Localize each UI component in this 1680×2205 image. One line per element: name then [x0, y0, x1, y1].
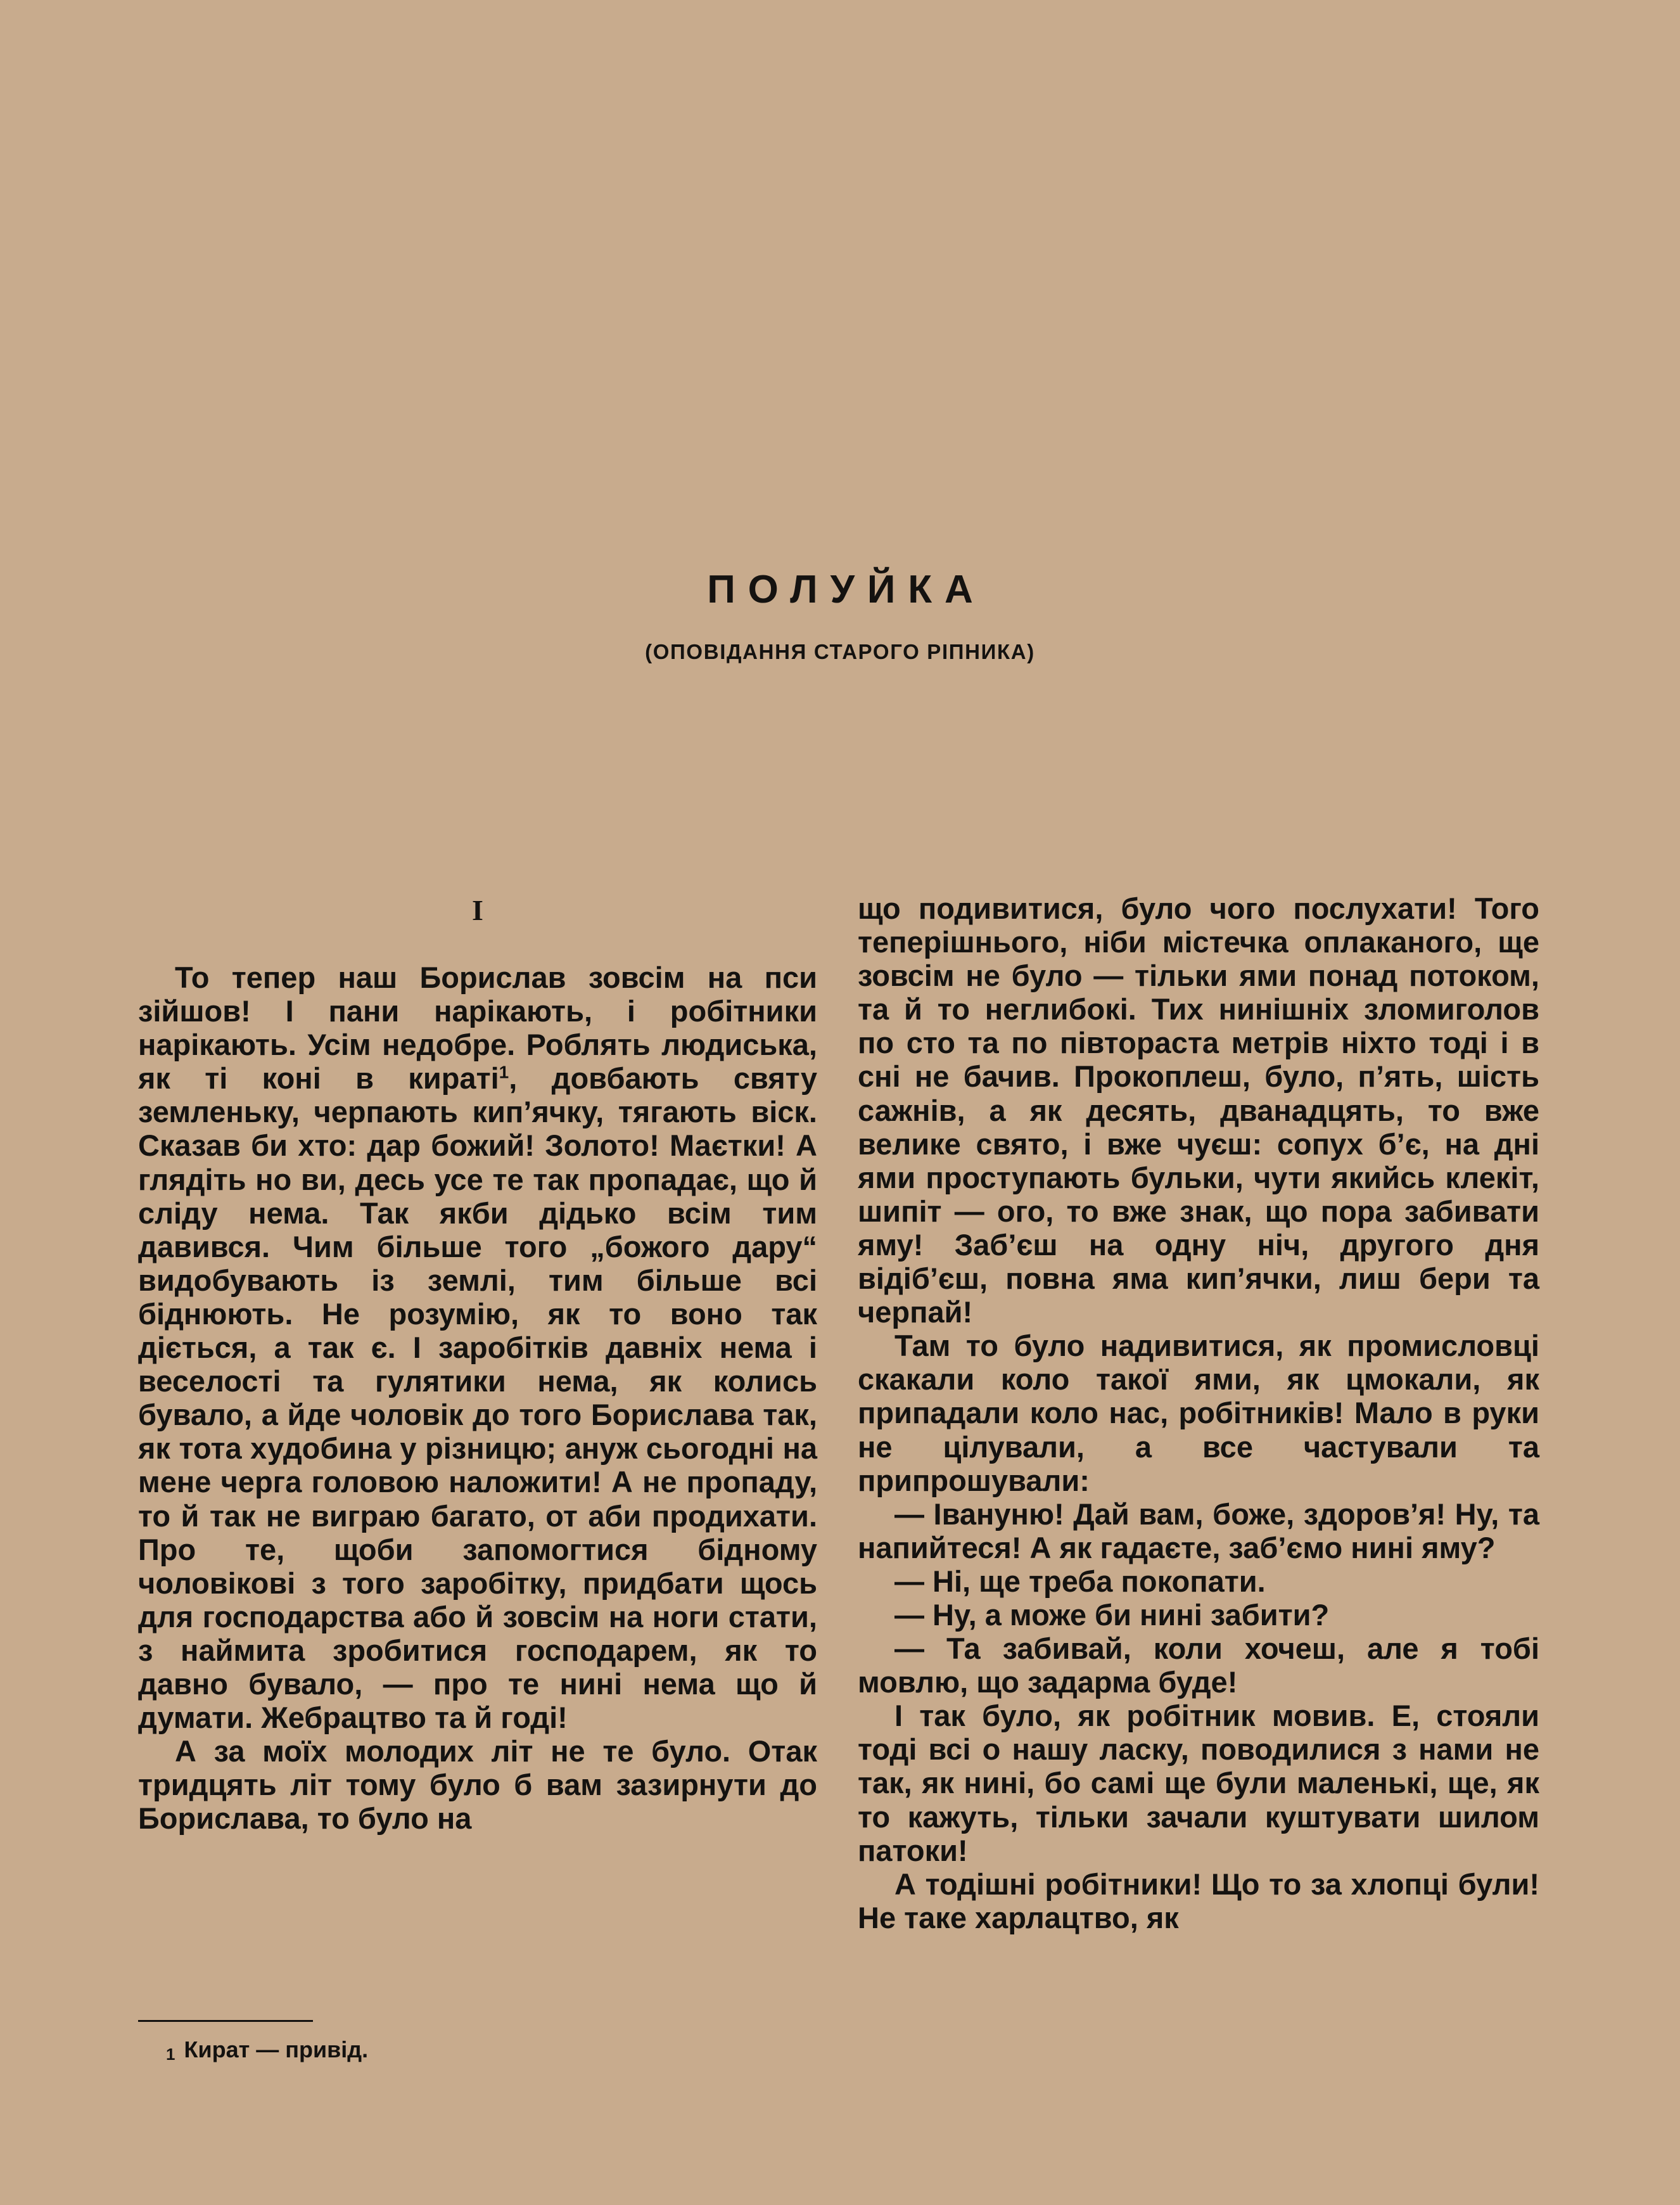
- paragraph: що подивитися, було чого послухати! Того теперішнього, ніби містечка оплаканого, ще зовсім не було — тільки ями понад потоком, та й то неглибокі. Тих нинішніх зломиголов по сто та по півтораста метрів ніхто тоді і в сні не бачив. Прокоплеш, було, п’ять, шість сажнів, а як десять, дванадцять, то вже велике свято, і вже чуєш: сопух б’є, на дні ями проступають бульки, чути якийсь клекіт, шипіт — ого, то вже знак, що пора забивати яму! Заб’єш на одну ніч, другого дня відіб’єш, повна яма кип’ячки, лиш бери та черпай!: [858, 892, 1539, 1329]
- left-column: [138, 893, 817, 1835]
- story-title: ПОЛУЙКА: [707, 568, 986, 611]
- footnote-mark: 1: [166, 2045, 175, 2064]
- dialogue-line: — Ну, а може би нині забити?: [894, 1597, 1330, 1632]
- chapter-number: I: [472, 894, 483, 926]
- footnote-text: Кират — привід.: [184, 2036, 369, 2062]
- footnote: [166, 2036, 368, 2064]
- dialogue-line: — Івануню! Дай вам, боже, здоров’я! Ну, та напийтеся! А як гадаєте, заб’ємо нині яму?: [858, 1497, 1539, 1564]
- paragraph: Там то було надивитися, як промисловці скакали коло такої ями, як цмокали, як припадали коло нас, робітників! Мало в руки не цілували, а все частували та припрошували:: [858, 1329, 1539, 1497]
- paragraph: А тодішні робітники! Що то за хлопці були! Не таке харлацтво, як: [858, 1867, 1539, 1934]
- paragraph: А за моїх молодих літ не те було. Отак тридцять літ тому було б вам зазирнути до Борислава, то було на: [138, 1734, 817, 1836]
- footnote-divider: [138, 2020, 313, 2022]
- right-column: [858, 892, 1539, 1934]
- story-subtitle: (ОПОВІДАННЯ СТАРОГО РІПНИКА): [645, 640, 1035, 663]
- paragraph: І так було, як робітник мовив. Е, стояли тоді всі о нашу ласку, поводилися з нами не так, як нині, бо самі ще були маленькі, ще, як то кажуть, тільки зачали куштувати шилом патоки!: [858, 1699, 1539, 1867]
- paragraph: То тепер наш Борислав зовсім на пси зійшов! І пани нарікають, і робітники нарікають. Усім недобре. Роблять людиська, як ті коні в кираті$^1$, довбають святу земленьку, черпають кип’ячку, тягають віск. Сказав би хто: дар божий! Золото! Маєтки! А глядіть но ви, десь усе те так пропадає, що й сліду нема. Так якби дідько всім тим давився. Чим більше того „божого дару“ видобувають із землі, тим більше всі біднюють. Не розумію, як то воно так діється, а так є. І заробітків давніх нема і веселості та гулятики нема, як колись бувало, а йде чоловік до того Борислава так, як тота худобина у різницю; ануж сьогодні на мене черга головою наложити! А не пропаду, то й так не виграю багато, от аби продихати. Про те, щоби запомогтися бідному чоловікові з того заробітку, придбати щось для господарства або й зовсім на ноги стати, з наймита зробитися господарем, як то давно бувало, — про те нині нема що й думати. Жебрацтво та й годі!: [138, 961, 817, 1735]
- dialogue-line: — Ні, ще треба покопати.: [894, 1564, 1266, 1598]
- footnote-ref: 1: [499, 1062, 509, 1082]
- dialogue-line: — Та забивай, коли хочеш, але я тобі мовлю, що задарма буде!: [858, 1632, 1539, 1699]
